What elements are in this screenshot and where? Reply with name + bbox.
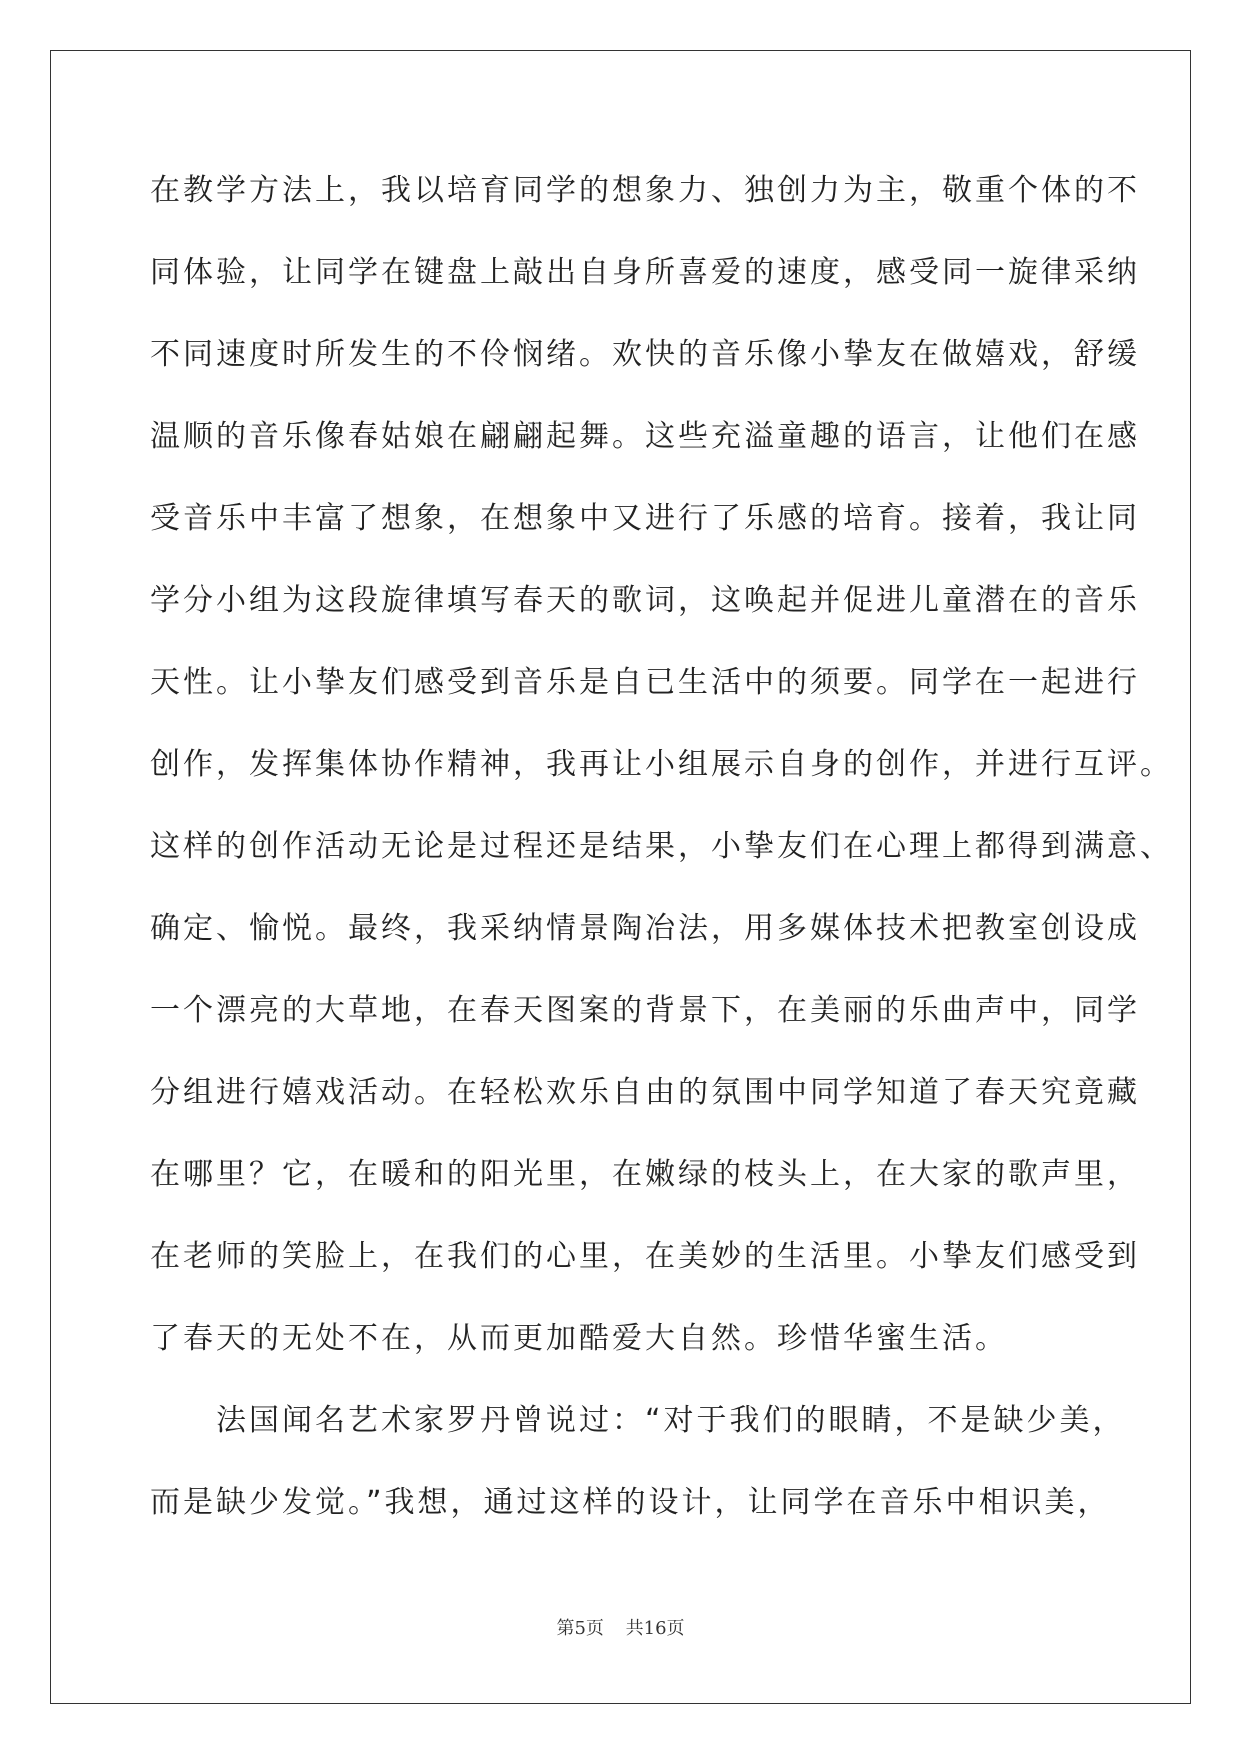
text-line: 在老师的笑脸上，在我们的心里，在美妙的生活里。小挚友们感受到 [150,1239,1140,1274]
document-body [150,150,1173,1544]
text-line: 在哪里？它，在暖和的阳光里，在嫩绿的枝头上，在大家的歌声里， [150,1157,1140,1192]
text-line: 学分小组为这段旋律填写春天的歌词，这唤起并促进儿童潜在的音乐 [150,583,1140,618]
text-line: 了春天的无处不在，从而更加酷爱大自然。珍惜华蜜生活。 [150,1321,1008,1356]
text-line: 确定、愉悦。最终，我采纳情景陶冶法，用多媒体技术把教室创设成 [150,911,1140,946]
text-line: 法国闻名艺术家罗丹曾说过：“对于我们的眼睛，不是缺少美， [150,1403,1126,1438]
text-line: 创作，发挥集体协作精神，我再让小组展示自身的创作，并进行互评。 [150,747,1173,782]
text-line: 分组进行嬉戏活动。在轻松欢乐自由的氛围中同学知道了春天究竟藏 [150,1075,1140,1110]
page-total: 共16页 [625,1618,685,1639]
text-line: 同体验，让同学在键盘上敲出自身所喜爱的速度，感受同一旋律采纳 [150,255,1140,290]
page-number: 第5页 [556,1618,604,1639]
text-line: 这样的创作活动无论是过程还是结果，小挚友们在心理上都得到满意、 [150,829,1173,864]
text-line: 不同速度时所发生的不伶悯绪。欢快的音乐像小挚友在做嬉戏，舒缓 [150,337,1140,372]
text-line: 在教学方法上，我以培育同学的想象力、独创力为主，敬重个体的不 [150,173,1140,208]
text-line: 受音乐中丰富了想象，在想象中又进行了乐感的培育。接着，我让同 [150,501,1140,536]
text-line: 一个漂亮的大草地，在春天图案的背景下，在美丽的乐曲声中，同学 [150,993,1140,1028]
text-line: 天性。让小挚友们感受到音乐是自已生活中的须要。同学在一起进行 [150,665,1140,700]
text-line: 而是缺少发觉。”我想，通过这样的设计，让同学在音乐中相识美， [150,1485,1111,1520]
text-line: 温顺的音乐像春姑娘在翩翩起舞。这些充溢童趣的语言，让他们在感 [150,419,1140,454]
page-footer [0,1614,1241,1640]
